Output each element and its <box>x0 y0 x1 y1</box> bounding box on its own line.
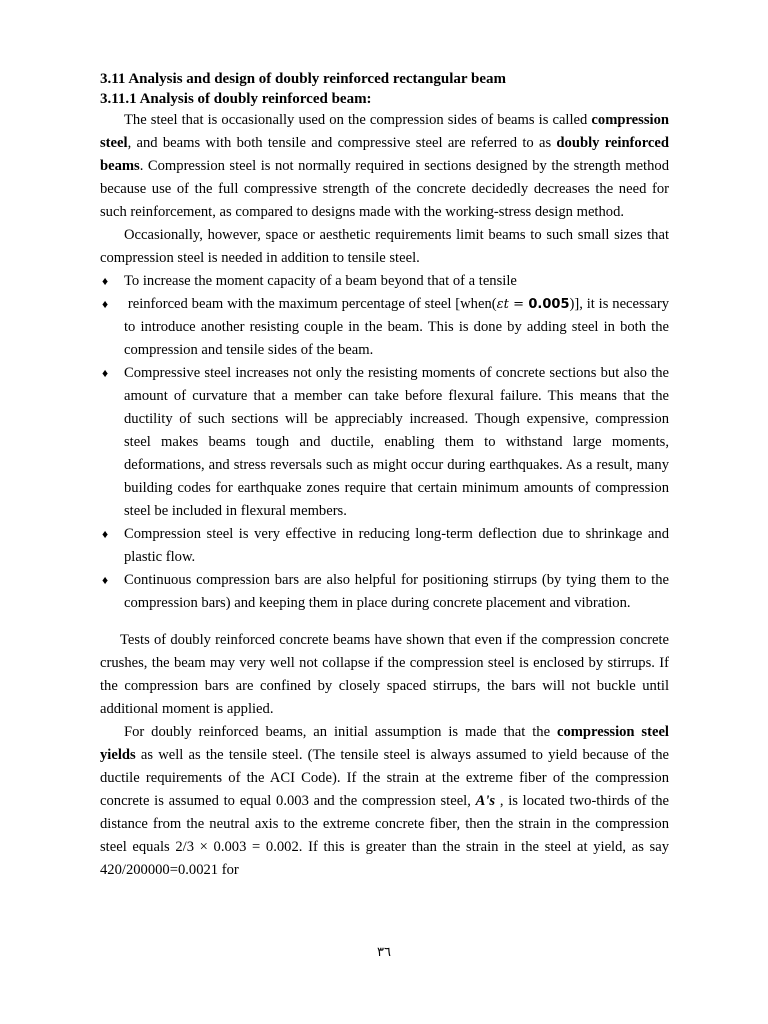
paragraph-text: , is located two-thirds of the distance from the neutral axis to the extreme concrete fiber, then the strain in the compression steel equals 2/3 × 0.003 = 0.002. If this is greater than the strain in the steel at yield, as say 420/200000=0.0021 for <box>100 793 670 878</box>
term-compression-steel-yields: compression steel yields <box>100 724 669 763</box>
list-item <box>100 293 669 362</box>
compression-steel-area-symbol: A's <box>475 793 496 809</box>
list-item-text: )], it is necessary to introduce another resisting couple in the beam. This is done by adding steel in both the compression and tensile sides of the beam. <box>124 296 669 358</box>
paragraph-tests: Tests of doubly reinforced concrete beams have shown that even if the compression concrete crushes, the beam may very well not collapse if the compression steel is enclosed by stirrups. If the compression bars are confined by closely spaced stirrups, the bars will not buckle until additional moment is applied. <box>100 632 669 717</box>
list-item <box>100 362 669 523</box>
list-item <box>100 523 669 569</box>
strain-value: 0.005 <box>528 297 570 312</box>
diamond-bullet-icon: ♦ <box>102 274 109 288</box>
page-number: ٣٦ <box>377 944 391 959</box>
list-item-text: Compression steel is very effective in reducing long-term deflection due to shrinkage and plastic flow. <box>124 526 669 565</box>
paragraph-intro <box>100 109 669 224</box>
list-item <box>100 270 669 293</box>
list-item-text: Continuous compression bars are also helpful for positioning stirrups (by tying them to the compression bars) and keeping them in place during concrete placement and vibration. <box>124 572 669 611</box>
page-content <box>100 69 669 882</box>
list-item-text: To increase the moment capacity of a beam beyond that of a tensile <box>124 273 517 289</box>
diamond-bullet-icon: ♦ <box>102 527 109 541</box>
paragraph-occasionally: Occasionally, however, space or aesthetic requirements limit beams to such small sizes that compression steel is needed in addition to tensile steel. <box>100 227 669 266</box>
bullet-list <box>100 270 669 615</box>
paragraph-text: as well as the tensile steel. (The tensile steel is always assumed to yield because of the ductile requirements of the ACI Code). If the strain at the extreme fiber of the compression concrete is assumed to equal 0.003 and the compression steel, <box>100 747 669 809</box>
term-compression-steel: compression steel <box>100 112 669 151</box>
diamond-bullet-icon: ♦ <box>102 297 109 311</box>
list-item-text: reinforced beam with the maximum percentage of steel [when( <box>127 296 497 312</box>
diamond-bullet-icon: ♦ <box>102 573 109 587</box>
section-heading: 3.11 Analysis and design of doubly reinforced rectangular beam <box>100 71 507 87</box>
paragraph-text: The steel that is occasionally used on the compression sides of beams is called <box>124 112 592 128</box>
term-doubly-reinforced-beams: doubly reinforced beams <box>100 135 670 174</box>
strain-symbol: εt = <box>496 297 529 312</box>
list-item-text: Compressive steel increases not only the resisting moments of concrete sections but also the amount of curvature that a member can take before flexural failure. This means that the ductility of such sections will be appreciably increased. Though expensive, compression steel makes beams tough and ductile, enabling them to withstand large moments, deformations, and stress reversals such as might occur during earthquakes. As a result, many building codes for earthquake zones require that certain minimum amounts of compression steel be included in flexural members. <box>124 365 669 519</box>
diamond-bullet-icon: ♦ <box>102 366 109 380</box>
list-item <box>100 569 669 615</box>
paragraph-text: , and beams with both tensile and compressive steel are referred to as <box>127 135 557 151</box>
subsection-heading: 3.11.1 Analysis of doubly reinforced beam: <box>100 91 372 107</box>
paragraph-assumption <box>100 721 669 882</box>
paragraph-text: . Compression steel is not normally required in sections designed by the strength method because use of the full compressive strength of the concrete decidedly decreases the need for such reinforcement, as compared to designs made with the working-stress design method. <box>100 158 669 220</box>
paragraph-text: For doubly reinforced beams, an initial assumption is made that the <box>124 724 557 740</box>
